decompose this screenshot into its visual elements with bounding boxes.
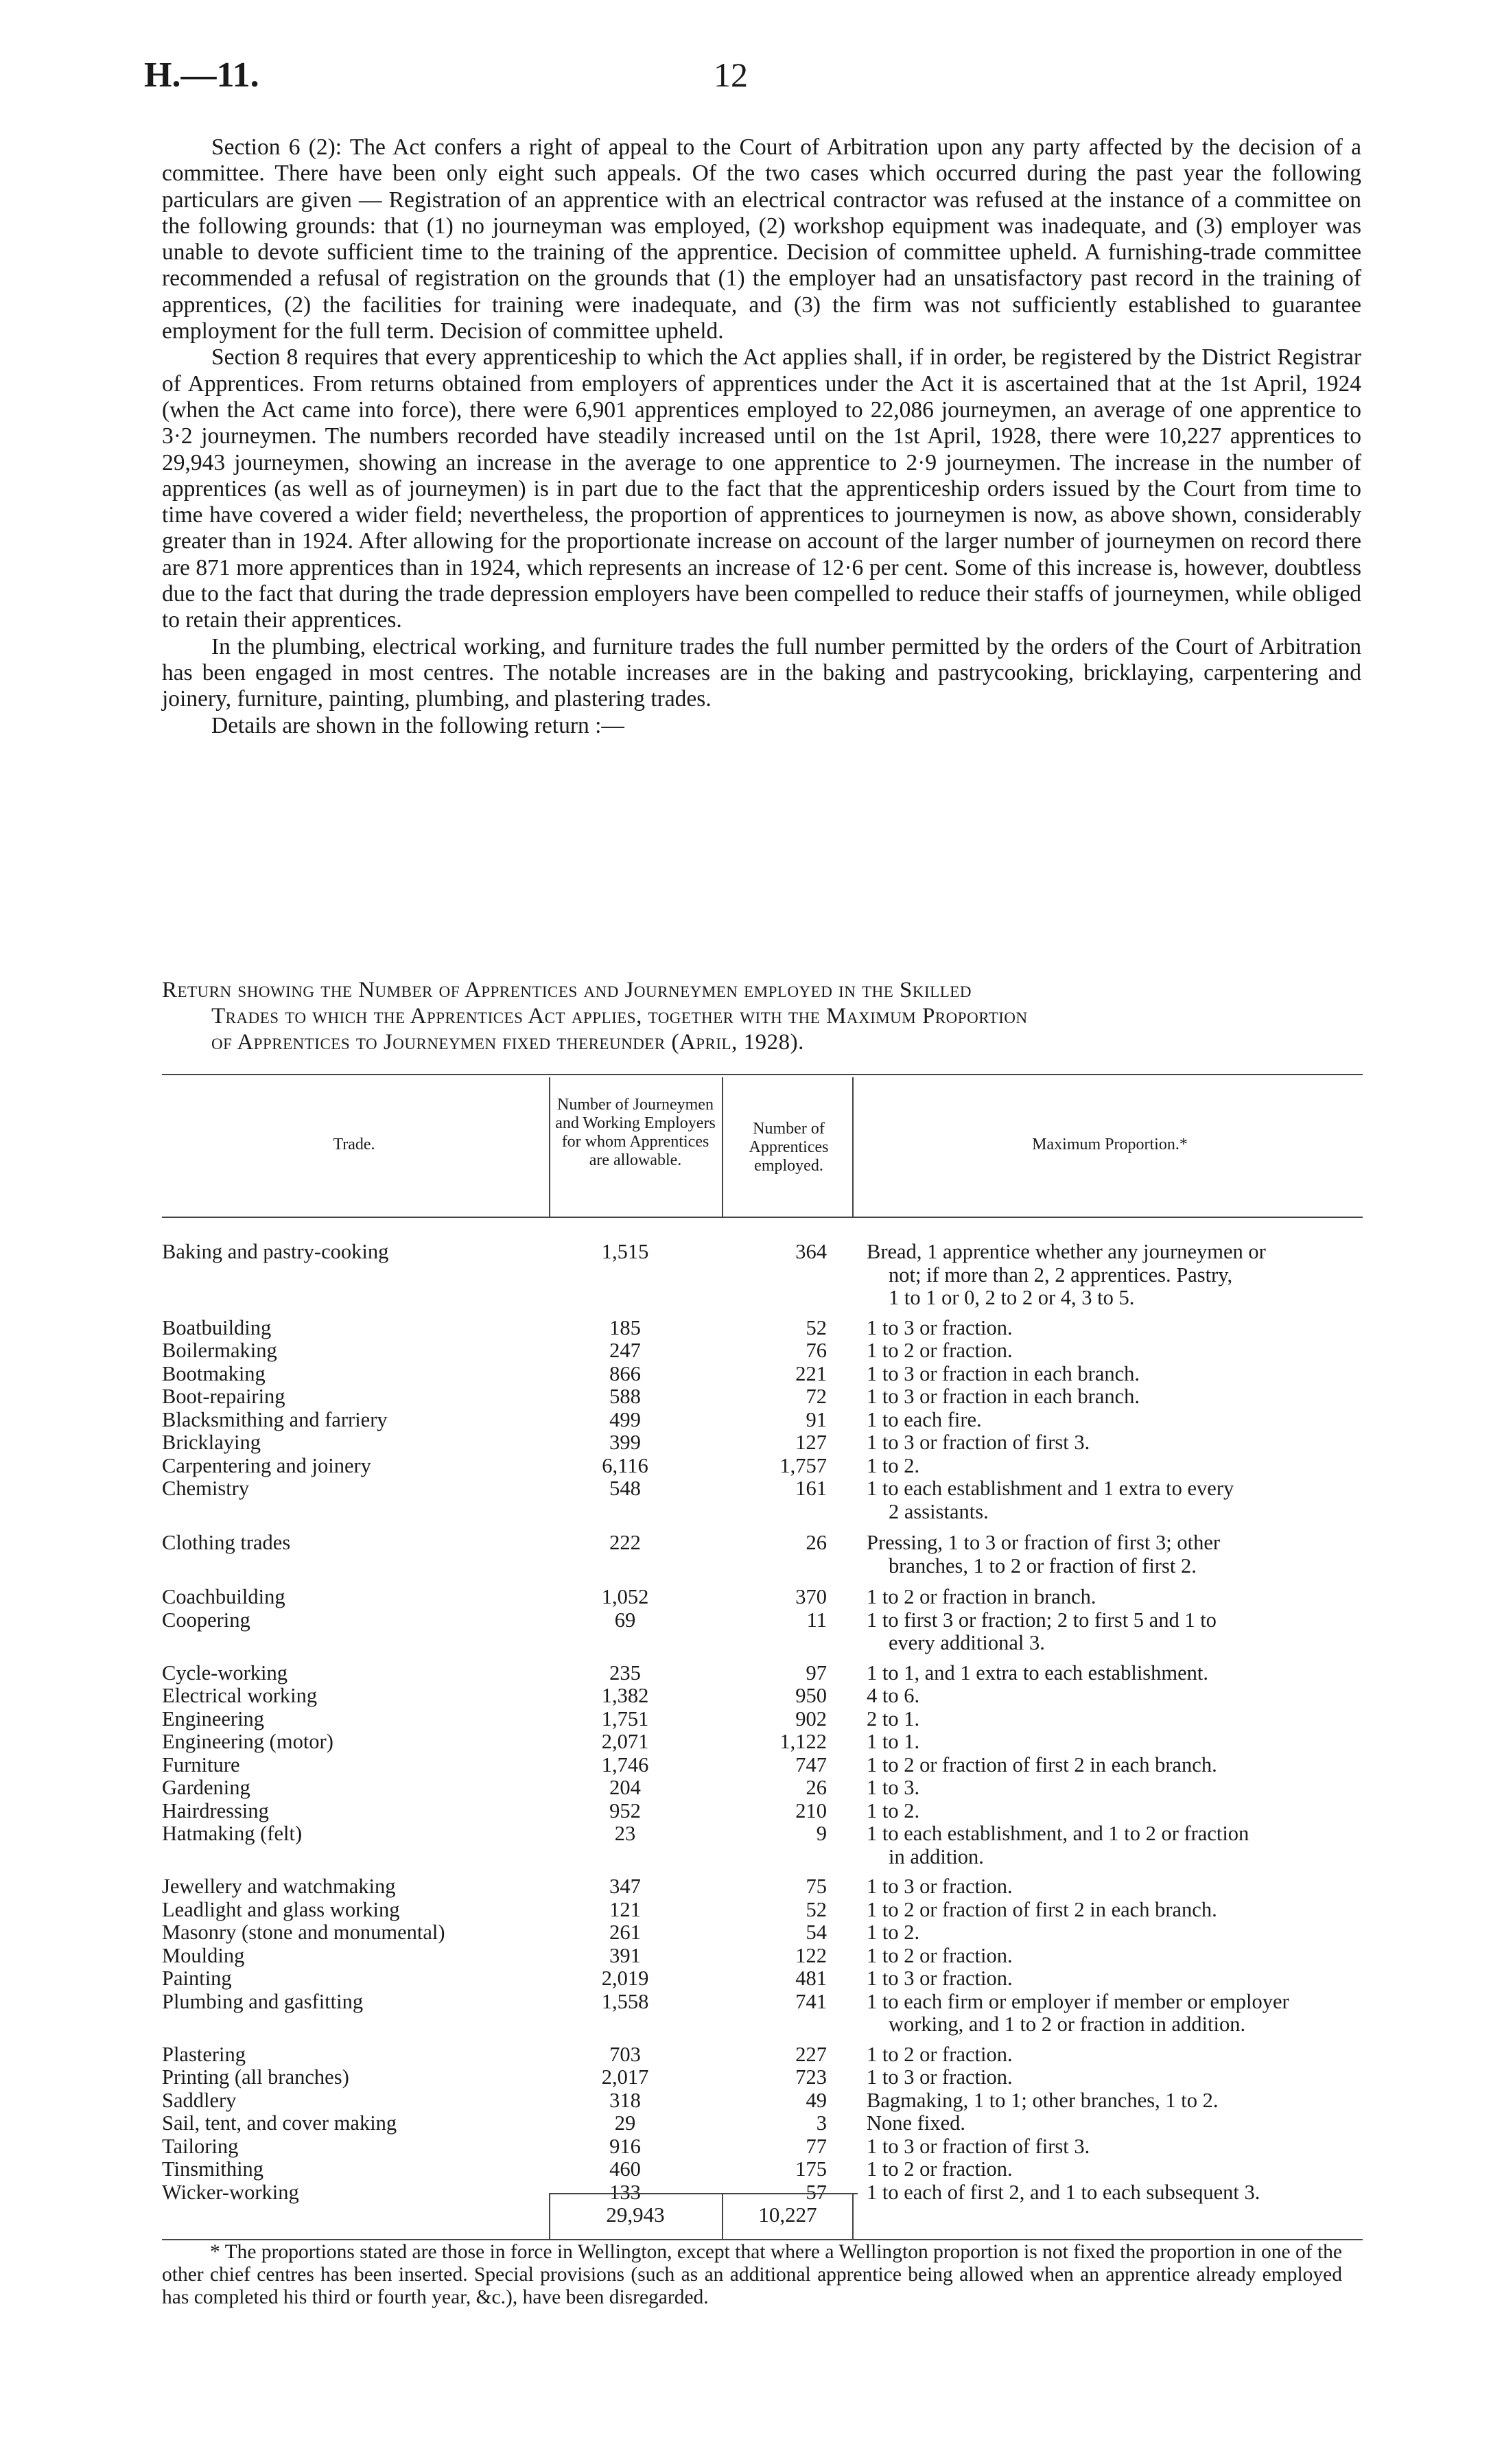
proportion-line: 1 to 2 or fraction of first 2 in each branch. [867,1752,1217,1776]
max-proportion [867,1875,1362,1899]
journeymen-count: 703 [609,2042,641,2066]
apprentices-count: 227 [795,2042,827,2066]
trade-label: Electrical working [162,1684,318,1707]
journeymen-count: 1,746 [601,1752,649,1776]
proportion-line: 1 to 2 or fraction in branch. [867,1585,1096,1608]
header-journeymen: Number of Journeymen and Working Employers for whom Apprentices are allowable. [555,1096,716,1169]
trade-label: Boilermaking [162,1339,277,1362]
max-proportion [867,2112,1362,2135]
apprentices-count: 26 [806,1531,827,1554]
journeymen-count: 1,558 [601,1989,649,2013]
max-proportion [867,1685,1362,1708]
apprentices-count: 161 [795,1477,827,1500]
return-title-line-1: Return showing the Number of Apprentices and Journeymen employed in the Skilled [162,978,972,1002]
table-col-divider-2 [722,1077,723,1218]
proportion-line: every additional 3. [889,1631,1045,1654]
trade-name [162,1899,546,1922]
apprentices-count: 52 [806,1897,827,1921]
trade-label: Bootmaking [162,1361,266,1385]
max-proportion [867,1967,1362,1991]
apprentices-count: 175 [795,2157,827,2181]
trade-label: Boot-repairing [162,1385,285,1408]
max-proportion [867,1241,1362,1310]
journeymen-count: 133 [609,2180,641,2204]
trade-name [162,1609,546,1632]
journeymen-count: 204 [609,1776,641,1799]
trade-label: Engineering [162,1706,265,1730]
max-proportion [867,2158,1362,2181]
apprentices-count: 76 [806,1339,827,1362]
trade-name [162,1241,546,1264]
paragraph-appeals: Section 6 (2): The Act confers a right of appeal to the Court of Arbitration upon any party affected by the decision of a committee. There have been only eight such appeals. Of the two cases which occurred during the past year the following particulars are given — Registration of an apprentice with an electrical contractor was refused at the instance of a committee on the following grounds: that (1) no journeyman was employed, (2) workshop equipment was inadequate, and (3) employer was unable to devote sufficient time to the training of the apprentice. Decision of committee upheld. A furnishing-trade committee recommended a refusal of registration on the grounds that (1) the employer had an unsatisfactory past record in the training of apprentices, (2) the facilities for training were inadequate, and (3) the firm was not sufficiently established to guarantee employment for the full term. Decision of committee upheld. [162,134,1361,344]
journeymen-count: 1,382 [601,1684,649,1707]
proportion-line: 1 to 3 or fraction. [867,2065,1013,2089]
trade-name [162,1708,546,1731]
max-proportion [867,1317,1362,1340]
trade-label: Coopering [162,1608,250,1632]
trade-name [162,1776,546,1800]
journeymen-count: 261 [609,1921,641,1944]
table-bottom-rule [162,2239,1363,2240]
apprentices-count: 902 [795,1706,827,1730]
header-apprentices: Number of Apprentices employed. [749,1120,829,1175]
proportion-line: 1 to 2 or fraction. [867,2157,1013,2181]
proportion-line: 1 to 1, and 1 extra to each establishment. [867,1661,1209,1685]
trade-name [162,1967,546,1991]
max-proportion [867,1921,1362,1945]
proportion-line: 1 to 2 or fraction. [867,1339,1013,1362]
journeymen-count: 1,751 [601,1706,649,1730]
return-title-line-2: Trades to which the Apprentices Act applies, together with the Maximum Proportion [211,1004,1028,1029]
proportion-line: Bagmaking, 1 to 1; other branches, 1 to 2. [867,2088,1219,2112]
body-text [162,134,1361,739]
max-proportion [867,1754,1362,1777]
apprentices-count: 52 [806,1315,827,1339]
trade-label: Coachbuilding [162,1585,285,1608]
totals-divider-2 [722,2193,723,2240]
trade-label: Tinsmithing [162,2157,264,2181]
proportion-line: Pressing, 1 to 3 or fraction of first 3; other [867,1531,1221,1554]
proportion-line: not; if more than 2, 2 apprentices. Pastry, [889,1263,1233,1287]
trade-label: Gardening [162,1776,250,1799]
trade-label: Sail, tent, and cover making [162,2111,397,2135]
apprentices-count: 1,122 [779,1730,827,1753]
journeymen-count: 29 [614,2111,636,2135]
max-proportion [867,1800,1362,1823]
max-proportion [867,1385,1362,1409]
journeymen-count: 499 [609,1407,641,1431]
trade-name [162,1317,546,1340]
trade-name [162,1822,546,1846]
journeymen-count: 952 [609,1798,641,1822]
trade-name [162,2066,546,2089]
apprentices-count: 72 [806,1385,827,1408]
trade-label: Masonry (stone and monumental) [162,1921,445,1944]
max-proportion [867,2066,1362,2089]
return-title-line-3: of Apprentices to Journeymen fixed thereunder (April, 1928). [211,1030,804,1055]
trade-name [162,2135,546,2159]
apprentices-count: 364 [795,1240,827,1263]
apprentices-count: 741 [795,1989,827,2013]
trade-label: Hatmaking (felt) [162,1822,303,1845]
trade-name [162,1363,546,1386]
trade-label: Wicker-working [162,2180,299,2204]
report-reference: H.—11. [144,56,259,95]
apprentices-count: 3 [816,2111,827,2135]
trade-name [162,1730,546,1754]
trade-name [162,2112,546,2135]
details-line: Details are shown in the following return :— [211,712,624,738]
journeymen-count: 318 [609,2088,641,2112]
apprentices-count: 122 [795,1943,827,1967]
max-proportion [867,1532,1362,1577]
table-col-divider-3 [852,1077,854,1218]
journeymen-count: 866 [609,1361,641,1385]
trade-label: Leadlight and glass working [162,1897,400,1921]
journeymen-count: 399 [609,1431,641,1454]
max-proportion [867,2135,1362,2159]
trade-label: Painting [162,1967,232,1990]
max-proportion [867,1708,1362,1731]
trade-label: Baking and pastry-cooking [162,1240,389,1263]
paragraph-registration: Section 8 requires that every apprenticeship to which the Act applies shall, if in order, be registered by the District Registrar of Apprentices. From returns obtained from employers of apprentices under the Act it is ascertained that at the 1st April, 1924 (when the Act came into force), there were 6,901 apprentices employed to 22,086 journeymen, an average of one apprentice to 3·2 journeymen. The numbers recorded have steadily increased until on the 1st April, 1928, there were 10,227 apprentices to 29,943 journeymen, showing an increase in the average to one apprentice to 2·9 journeymen. The increase in the number of apprentices (as well as of journeymen) is in part due to the fact that the apprenticeship orders issued by the Court from time to time have covered a wider field; nevertheless, the proportion of apprentices to journeymen is now, as above shown, considerably greater than in 1924. After allowing for the proportionate increase on account of the larger number of journeymen on record there are 871 more apprentices than in 1924, which represents an increase of 12·6 per cent. Some of this increase is, however, doubtless due to the fact that during the trade depression employers have been compelled to reduce their staffs of journeymen, while obliged to retain their apprentices. [162,344,1361,633]
apprentices-count: 127 [795,1431,827,1454]
trade-label: Chemistry [162,1477,250,1500]
apprentices-count: 91 [806,1407,827,1431]
trade-name [162,1945,546,1968]
apprentices-count: 77 [806,2134,827,2158]
proportion-line: 1 to 2. [867,1453,920,1477]
journeymen-count: 2,017 [601,2065,649,2089]
return-title [162,977,1363,1055]
max-proportion [867,1776,1362,1800]
trade-label: Plastering [162,2042,246,2066]
max-proportion [867,1339,1362,1363]
max-proportion [867,1945,1362,1968]
proportion-line: working, and 1 to 2 or fraction in addition. [889,2013,1246,2036]
proportion-line: 1 to 2. [867,1921,920,1944]
trade-name [162,1586,546,1609]
apprentices-count: 75 [806,1875,827,1898]
trade-name [162,1339,546,1363]
trade-name [162,1875,546,1899]
apprentices-count: 97 [806,1661,827,1685]
apprentices-count: 26 [806,1776,827,1799]
proportion-line: 1 to 1. [867,1730,920,1753]
trade-label: Tailoring [162,2134,239,2158]
proportion-line: 1 to 3 or fraction of first 3. [867,2134,1090,2158]
proportion-line: branches, 1 to 2 or fraction of first 2. [889,1553,1197,1577]
apprentices-count: 11 [806,1608,827,1632]
trade-name [162,1754,546,1777]
trade-name [162,1685,546,1708]
proportion-line: 1 to each establishment, and 1 to 2 or fraction [867,1822,1249,1845]
journeymen-count: 460 [609,2157,641,2181]
trade-label: Cycle-working [162,1661,287,1685]
apprentices-count: 221 [795,1361,827,1385]
trade-name [162,1662,546,1685]
journeymen-count: 2,019 [601,1967,649,1990]
proportion-line: 1 to first 3 or fraction; 2 to first 5 and 1 to [867,1608,1217,1632]
proportion-line: 2 to 1. [867,1706,920,1730]
trade-name [162,2181,546,2205]
trade-name [162,1991,546,2014]
trade-label: Boatbuilding [162,1315,272,1339]
journeymen-count: 222 [609,1531,641,1554]
totals-divider-1 [549,2193,550,2240]
journeymen-count: 23 [614,1822,636,1845]
max-proportion [867,1431,1362,1455]
apprentices-count: 49 [806,2088,827,2112]
max-proportion [867,1730,1362,1754]
trade-name [162,2043,546,2067]
paragraph-trades: In the plumbing, electrical working, and furniture trades the full number permitted by the orders of the Court of Arbitration has been engaged in most centres. The notable increases are in the baking and pastrycooking, bricklaying, carpentering and joinery, furniture, painting, plumbing, and plastering trades. [162,633,1361,712]
header-proportion: Maximum Proportion.* [1032,1136,1188,1153]
trade-name [162,1921,546,1945]
proportion-line: 1 to 2. [867,1798,920,1822]
trade-name [162,1431,546,1455]
proportion-line: 1 to 3. [867,1776,920,1799]
trade-label: Plumbing and gasfitting [162,1989,364,2013]
trade-name [162,1385,546,1409]
journeymen-count: 69 [614,1608,636,1632]
max-proportion [867,2089,1362,2113]
max-proportion [867,1586,1362,1609]
header-trade: Trade. [333,1136,375,1153]
table-header-rule [162,1217,1363,1218]
journeymen-count: 121 [609,1897,641,1921]
proportion-line: None fixed. [867,2111,965,2135]
proportion-line: 1 to 3 or fraction. [867,1315,1013,1339]
proportion-line: 1 to each of first 2, and 1 to each subsequent 3. [867,2180,1260,2204]
proportion-line: 1 to each establishment and 1 extra to every [867,1477,1234,1500]
journeymen-count: 548 [609,1477,641,1500]
journeymen-count: 347 [609,1875,641,1898]
trade-name [162,1409,546,1432]
apprentices-count: 54 [806,1921,827,1944]
apprentices-count: 747 [795,1752,827,1776]
apprentices-count: 481 [795,1967,827,1990]
max-proportion [867,2181,1362,2205]
apprentices-count: 9 [816,1822,827,1845]
trade-label: Engineering (motor) [162,1730,333,1753]
trade-name [162,1532,546,1555]
apprentices-count: 210 [795,1798,827,1822]
trade-label: Moulding [162,1943,245,1967]
trade-label: Saddlery [162,2088,237,2112]
proportion-line: 1 to 3 or fraction. [867,1875,1013,1898]
total-apprentices: 10,227 [758,2203,817,2227]
totals-rule [549,2193,858,2194]
max-proportion [867,1822,1362,1868]
trade-name [162,2158,546,2181]
trade-label: Blacksmithing and farriery [162,1407,388,1431]
max-proportion [867,1662,1362,1685]
proportion-line: 1 to 3 or fraction of first 3. [867,1431,1090,1454]
journeymen-count: 916 [609,2134,641,2158]
trade-label: Printing (all branches) [162,2065,349,2089]
max-proportion [867,1409,1362,1432]
proportion-line: 4 to 6. [867,1684,920,1707]
trade-name [162,2089,546,2113]
trade-label: Clothing trades [162,1531,291,1554]
max-proportion [867,2043,1362,2067]
apprentices-count: 950 [795,1684,827,1707]
table-col-divider-1 [549,1077,550,1218]
proportion-line: 1 to 2 or fraction. [867,2042,1013,2066]
proportion-line: 1 to 3 or fraction in each branch. [867,1385,1140,1408]
proportion-line: 1 to 3 or fraction in each branch. [867,1361,1140,1385]
apprentices-count: 1,757 [779,1453,827,1477]
journeymen-count: 6,116 [602,1453,648,1477]
total-journeymen: 29,943 [606,2203,665,2227]
journeymen-count: 235 [609,1661,641,1685]
proportion-line: 1 to 2 or fraction. [867,1943,1013,1967]
table-top-rule [162,1074,1363,1075]
trade-name [162,1800,546,1823]
apprentices-count: 57 [806,2180,827,2204]
proportion-line: 1 to 2 or fraction of first 2 in each branch. [867,1897,1217,1921]
journeymen-count: 391 [609,1943,641,1967]
footnote: * The proportions stated are those in force in Wellington, except that where a Wellington proportion is not fixed the proportion in one of the other chief centres has been inserted. Special provisions (such as an additional apprentice being allowed when an apprentice already employed has completed his third or fourth year, &c.), have been disregarded. [162,2241,1342,2308]
apprentices-count: 370 [795,1585,827,1608]
journeymen-count: 185 [609,1315,641,1339]
proportion-line: 2 assistants. [889,1499,989,1523]
trade-label: Jewellery and watchmaking [162,1875,396,1898]
max-proportion [867,1455,1362,1478]
apprentices-count: 723 [795,2065,827,2089]
trade-name [162,1455,546,1478]
proportion-line: 1 to 1 or 0, 2 to 2 or 4, 3 to 5. [889,1286,1135,1309]
proportion-line: 1 to each firm or employer if member or employer [867,1989,1289,2013]
proportion-line: in addition. [889,1844,984,1868]
trade-name [162,1477,546,1501]
journeymen-count: 2,071 [601,1730,649,1753]
trade-label: Furniture [162,1752,240,1776]
journeymen-count: 588 [609,1385,641,1408]
trade-label: Carpentering and joinery [162,1453,371,1477]
page-number: 12 [714,56,748,94]
trade-label: Hairdressing [162,1798,269,1822]
max-proportion [867,1477,1362,1523]
max-proportion [867,1609,1362,1655]
trade-label: Bricklaying [162,1431,261,1454]
max-proportion [867,1899,1362,1922]
totals-divider-3 [852,2193,854,2240]
proportion-line: 1 to each fire. [867,1407,982,1431]
max-proportion [867,1991,1362,2037]
journeymen-count: 247 [609,1339,641,1362]
journeymen-count: 1,515 [601,1240,649,1263]
journeymen-count: 1,052 [601,1585,649,1608]
proportion-line: 1 to 3 or fraction. [867,1967,1013,1990]
max-proportion [867,1363,1362,1386]
proportion-line: Bread, 1 apprentice whether any journeymen or [867,1240,1266,1263]
